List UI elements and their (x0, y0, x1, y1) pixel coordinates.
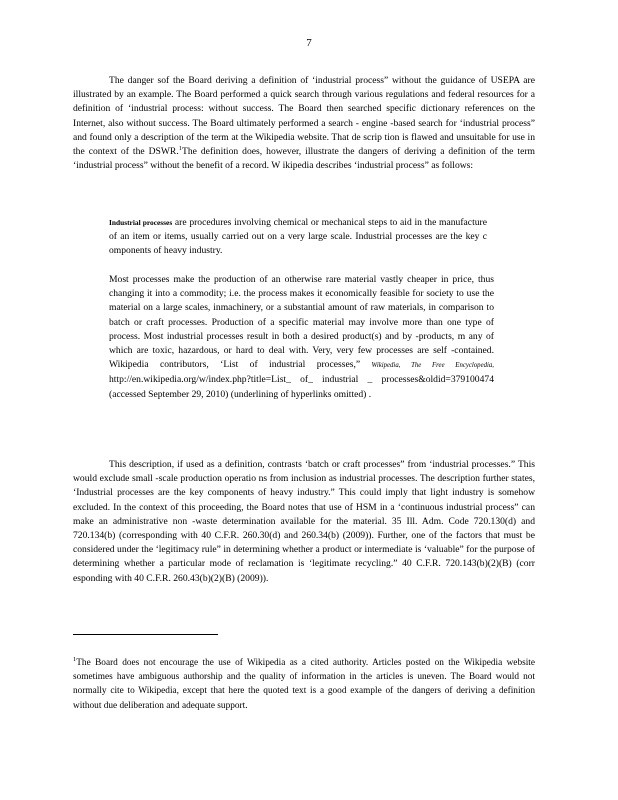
footnote-marker: 1 (73, 655, 77, 663)
quote-lead-term: Industrial processes (109, 218, 173, 227)
block-quote-2 (109, 273, 494, 402)
footnote-reference: 1 (178, 144, 182, 152)
quote-1-text: are procedures involving chemical or mechanical steps to aid in the manufacture of an item or items, usually carried out on a very large scale. Industrial processes are the key c omponents of heavy industry. (109, 217, 487, 257)
footnote-divider (73, 634, 218, 635)
paragraph-1-text-a: The danger sof the Board deriving a definition of ‘industrial process” without the guidance of USEPA are illustrated by an example. The Board performed a quick search through various regulations and federal resources for a definition of ‘industrial process: without success. The Board then searched specific dictionary references on the Internet, also without success. The Board ultimately performed a search - engine -based search for ‘industrial process” and found only a description of the term at the Wikipedia website. That de scrip tion is flawed and unsuitable for use in the context of the DSWR. (73, 75, 535, 158)
citation-tail: (accessed September 29, 2010) (underlining of hyperlinks omitted) . (109, 388, 372, 400)
block-quote-1 (109, 216, 487, 259)
citation-source: Wikipedia, The Free Encyclopedia, (371, 362, 494, 370)
paragraph-1-text-b: The definition does, however, illustrate the dangers of deriving a definition of the term ‘industrial process” without the benefit of a record. W ikipedia describes ‘industrial process” as follows: (73, 146, 535, 172)
citation-url: http://en.wikipedia.org/w/index.php?title=List_ of_ industrial _ processes&oldid=379100474 (109, 374, 494, 386)
body-paragraph-2: This description, if used as a definition, contrasts ‘batch or craft processes” from ‘industrial processes.” This would exclude small -scale production operatio ns from inclusion as industrial processes. The description further states, ‘Industrial processes are the key components of heavy industry.” This could imply that light industry is somehow excluded. In the context of this proceeding, the Board notes that use of HSM in a ‘continuous industrial process” can make an administrative non -waste determination available for the material. 35 Ill. Adm. Code 720.130(d) and 720.134(b) (corresponding with 40 C.F.R. 260.30(d) and 260.34(b) (2009)). Further, one of the factors that must be considered under the ‘legitimacy rule” in determining whether a product or intermediate is ‘valuable” for the purpose of determining whether a particular mode of reclamation is ‘legitimate recycling.” 40 C.F.R. 720.143(b)(2)(B) (corr esponding with 40 C.F.R. 260.43(b)(2)(B) (2009)). (73, 459, 535, 584)
footnote-text: The Board does not encourage the use of Wikipedia as a cited authority. Articles posted on the Wikipedia website sometimes have ambiguous authorship and the quality of information in the articles is uneven. The Board would not normally cite to Wikipedia, except that here the quoted text is a good example of the dangers of deriving a definition without due deliberation and adequate support. (73, 658, 535, 711)
page-number: 7 (306, 37, 312, 49)
body-paragraph-1 (73, 74, 535, 173)
quote-2-text: Most processes make the production of an otherwise rare material vastly cheaper in price, thus changing it into a commodity; i.e. the process makes it economically feasible for society to use the material on a large scales, inmachinery, or a substantial amount of raw materials, in comparison to batch or craft processes. Production of a specific material may involve more than one type of process. Most industrial processes result in both a desired product(s) and by -products, m any of which are toxic, hazardous, or hard to deal with. Very, very few processes are self -contained. Wikipedia contributors, ‘List of industrial processes,” (109, 274, 494, 371)
footnote (73, 656, 535, 713)
